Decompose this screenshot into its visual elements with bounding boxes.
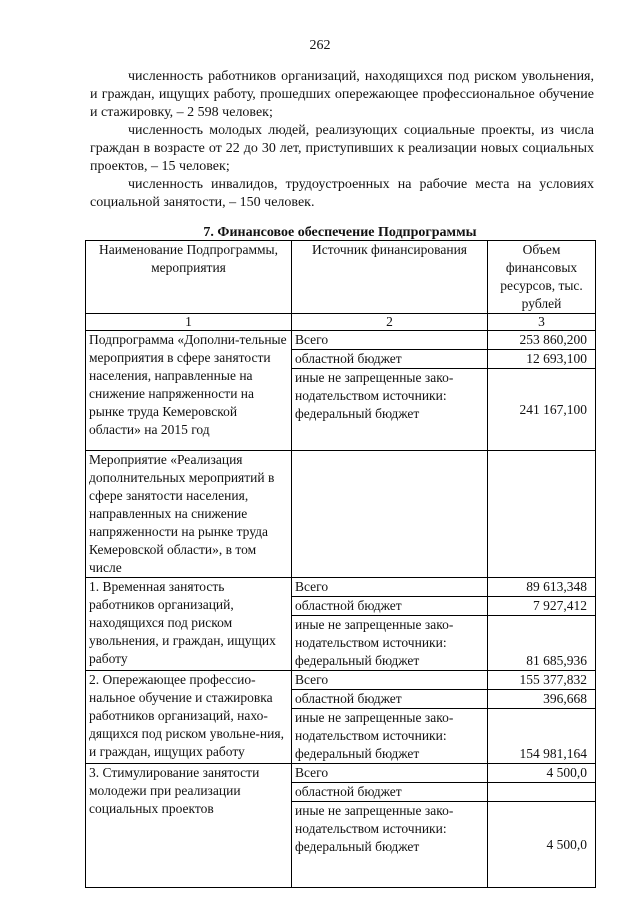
amount: 154 981,164 [488, 709, 596, 764]
amount: 89 613,348 [488, 578, 596, 597]
source-label [292, 802, 488, 888]
source-label: Всего [292, 671, 488, 690]
item-name: 1. Временная занятость работников организаций, находящихся под риском увольнения, и граждан, ищущих работу [86, 578, 292, 671]
source-label: областной бюджет [292, 690, 488, 709]
item-name: 2. Опережающее профессио-нальное обучение и стажировка работников организаций, нахо-дящихся под риском увольне-ния, и граждан, ищущих работу [86, 671, 292, 764]
table-row [86, 451, 596, 578]
intro-paragraph: численность инвалидов, трудоустроенных на рабочие места на условиях социальной занятости, – 150 человек. [90, 177, 594, 210]
table-header-row [86, 241, 596, 314]
table-row [86, 764, 596, 783]
source-other-label: иные не запрещенные зако-нодательством источники: [295, 617, 454, 650]
intro-paragraph: численность работников организаций, находящихся под риском увольнения, и граждан, ищущих работу, прошедших опережающее профессиональное обучение и стажировку, – 2 598 человек; [90, 69, 594, 120]
source-other-label: иные не запрещенные зако-нодательством источники: [295, 710, 454, 743]
table-row [86, 578, 596, 597]
amount: 155 377,832 [488, 671, 596, 690]
source-label [292, 616, 488, 671]
amount: 4 500,0 [488, 802, 596, 888]
source-label: областной бюджет [292, 783, 488, 802]
source-other-label: иные не запрещенные зако-нодательством источники: [295, 370, 454, 403]
item-name: Подпрограмма «Дополни-тельные мероприятия в сфере занятости населения, направленные на снижение напряженности на рынке труда Кемеровской области» на 2015 год [86, 331, 292, 451]
financing-table [85, 240, 596, 888]
source-label: Всего [292, 331, 488, 350]
item-name: 3. Стимулирование занятости молодежи при реализации социальных проектов [86, 764, 292, 888]
amount: 241 167,100 [488, 369, 596, 451]
source-label: Всего [292, 578, 488, 597]
source-other-label: иные не запрещенные зако-нодательством источники: [295, 803, 454, 836]
column-number: 3 [488, 314, 596, 331]
header-name: Наименование Подпрограммы, мероприятия [86, 241, 292, 314]
item-name: Мероприятие «Реализация дополнительных мероприятий в сфере занятости населения, направленных на снижение напряженности на рынке труда Кемеровской области», в том числе [86, 451, 292, 578]
source-label [292, 369, 488, 451]
amount: 7 927,412 [488, 597, 596, 616]
source-label: Всего [292, 764, 488, 783]
source-label [292, 709, 488, 764]
column-number-row [86, 314, 596, 331]
table-row [86, 671, 596, 690]
page-number: 262 [309, 38, 331, 53]
amount: 253 860,200 [488, 331, 596, 350]
header-volume: Объем финансовых ресурсов, тыс. рублей [488, 241, 596, 314]
amount: 12 693,100 [488, 350, 596, 369]
source-federal-label: федеральный бюджет [295, 406, 420, 421]
section-title: 7. Финансовое обеспечение Подпрограммы [203, 225, 477, 240]
source-label: областной бюджет [292, 597, 488, 616]
source-federal-label: федеральный бюджет [295, 746, 420, 761]
source-label: областной бюджет [292, 350, 488, 369]
amount: 4 500,0 [488, 764, 596, 783]
amount: 81 685,936 [488, 616, 596, 671]
column-number: 2 [292, 314, 488, 331]
intro-text [90, 68, 594, 212]
header-source: Источник финансирования [292, 241, 488, 314]
empty-cell [292, 451, 488, 578]
amount [488, 783, 596, 802]
empty-cell [488, 451, 596, 578]
intro-paragraph: численность молодых людей, реализующих социальные проекты, из числа граждан в возрасте от 22 до 30 лет, приступивших к реализации новых социальных проектов, – 15 человек; [90, 123, 594, 174]
source-federal-label: федеральный бюджет [295, 839, 420, 854]
amount: 396,668 [488, 690, 596, 709]
table-row [86, 331, 596, 350]
column-number: 1 [86, 314, 292, 331]
source-federal-label: федеральный бюджет [295, 653, 420, 668]
